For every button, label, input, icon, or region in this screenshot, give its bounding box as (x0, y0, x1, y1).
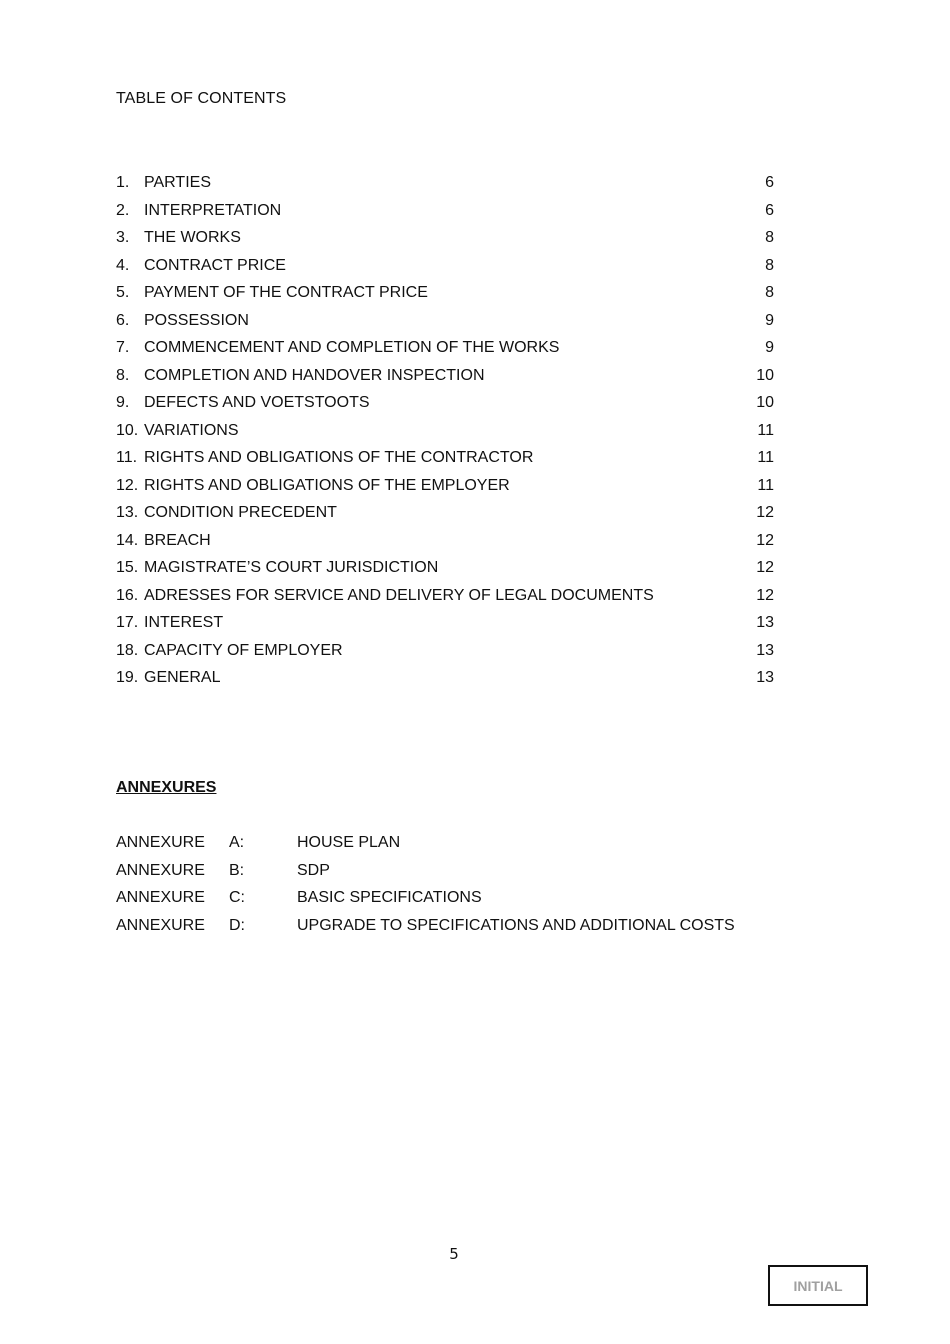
toc-row-12 (116, 472, 774, 500)
annexure-label: ANNEXURE (116, 916, 205, 934)
toc-title: RIGHTS AND OBLIGATIONS OF THE CONTRACTOR (144, 449, 534, 466)
annexure-letter: A: (229, 834, 245, 851)
toc-number: 7. (116, 339, 130, 356)
annexures-list (116, 829, 816, 939)
toc-number: 9. (116, 394, 130, 411)
toc-title: CAPACITY OF EMPLOYER (144, 641, 343, 659)
toc-page-number: 13 (756, 669, 774, 686)
toc-title: PAYMENT OF THE CONTRACT PRICE (144, 284, 428, 301)
toc-row-6 (116, 307, 774, 335)
annexure-letter: D: (229, 916, 245, 934)
toc-title: RIGHTS AND OBLIGATIONS OF THE EMPLOYER (144, 476, 510, 494)
toc-row-3 (116, 224, 774, 252)
toc-page-number: 13 (756, 641, 774, 659)
toc-row-5 (116, 279, 774, 307)
toc-row-11 (116, 444, 774, 472)
toc-title: INTERPRETATION (144, 201, 282, 219)
toc-number: 12. (116, 476, 139, 494)
toc-number: 14. (116, 531, 139, 549)
toc-page-number: 6 (765, 201, 774, 219)
toc-row-9 (116, 389, 774, 417)
toc-number: 3. (116, 229, 130, 246)
toc-number: 11. (116, 449, 138, 466)
annexure-label: ANNEXURE (116, 889, 205, 906)
toc-page-number: 12 (756, 531, 774, 549)
toc-page-number: 6 (765, 174, 774, 191)
toc-number: 13. (116, 504, 139, 521)
toc-row-14 (116, 527, 774, 555)
annexure-row-b (116, 857, 816, 885)
toc-page-number: 12 (756, 504, 774, 521)
toc-row-17 (116, 609, 774, 637)
toc-number: 17. (116, 614, 139, 631)
page-title: TABLE OF CONTENTS (116, 90, 287, 107)
toc-row-18 (116, 637, 774, 665)
annexure-label: ANNEXURE (116, 834, 205, 851)
toc-page-number: 11 (757, 421, 774, 439)
toc-title: CONDITION PRECEDENT (144, 504, 337, 521)
toc-number: 18. (116, 641, 139, 659)
initial-label: INITIAL (793, 1277, 843, 1294)
table-of-contents (116, 169, 774, 692)
initial-box (768, 1265, 868, 1306)
toc-number: 19. (116, 669, 139, 686)
toc-row-13 (116, 499, 774, 527)
toc-title: PARTIES (144, 174, 211, 191)
toc-page-number: 13 (756, 614, 774, 631)
toc-title: INTEREST (144, 614, 224, 631)
toc-page-number: 8 (765, 229, 774, 246)
toc-page-number: 11 (757, 449, 774, 466)
toc-page-number: 11 (757, 476, 774, 494)
toc-number: 2. (116, 201, 130, 219)
toc-title: MAGISTRATE’S COURT JURISDICTION (144, 559, 439, 576)
toc-row-2 (116, 197, 774, 225)
toc-number: 4. (116, 256, 130, 274)
toc-page-number: 12 (756, 586, 774, 604)
toc-row-7 (116, 334, 774, 362)
toc-page-number: 8 (765, 256, 774, 274)
toc-number: 6. (116, 311, 130, 329)
toc-title: GENERAL (144, 669, 221, 686)
toc-page-number: 12 (756, 559, 774, 576)
annexure-description: BASIC SPECIFICATIONS (297, 889, 482, 906)
page-number: 5 (449, 1245, 459, 1263)
toc-row-4 (116, 252, 774, 280)
annexure-description: SDP (297, 861, 330, 879)
toc-title: ADRESSES FOR SERVICE AND DELIVERY OF LEGAL DOCUMENTS (144, 586, 654, 604)
toc-page-number: 10 (756, 394, 774, 411)
toc-number: 8. (116, 366, 130, 384)
toc-number: 16. (116, 586, 139, 604)
annexure-label: ANNEXURE (116, 861, 205, 879)
toc-page-number: 8 (765, 284, 774, 301)
toc-row-15 (116, 554, 774, 582)
toc-page-number: 9 (765, 311, 774, 329)
toc-title: COMPLETION AND HANDOVER INSPECTION (144, 366, 485, 384)
annexure-description: UPGRADE TO SPECIFICATIONS AND ADDITIONAL COSTS (297, 916, 735, 934)
toc-title: THE WORKS (144, 229, 241, 246)
annexure-letter: B: (229, 861, 245, 879)
toc-row-19 (116, 664, 774, 692)
annexures-heading: ANNEXURES (116, 779, 217, 796)
toc-page-number: 10 (756, 366, 774, 384)
toc-title: POSSESSION (144, 311, 249, 329)
annexure-row-d (116, 912, 816, 940)
toc-row-1 (116, 169, 774, 197)
toc-row-10 (116, 417, 774, 445)
toc-title: DEFECTS AND VOETSTOOTS (144, 394, 370, 411)
toc-row-16 (116, 582, 774, 610)
toc-title: COMMENCEMENT AND COMPLETION OF THE WORKS (144, 339, 560, 356)
toc-number: 1. (116, 174, 130, 191)
toc-title: VARIATIONS (144, 421, 239, 439)
toc-number: 15. (116, 559, 139, 576)
toc-row-8 (116, 362, 774, 390)
annexure-letter: C: (229, 889, 245, 906)
toc-number: 5. (116, 284, 130, 301)
annexure-row-a (116, 829, 816, 857)
toc-title: BREACH (144, 531, 211, 549)
annexure-row-c (116, 884, 816, 912)
toc-title: CONTRACT PRICE (144, 256, 286, 274)
annexure-description: HOUSE PLAN (297, 834, 401, 851)
toc-page-number: 9 (765, 339, 774, 356)
toc-number: 10. (116, 421, 139, 439)
